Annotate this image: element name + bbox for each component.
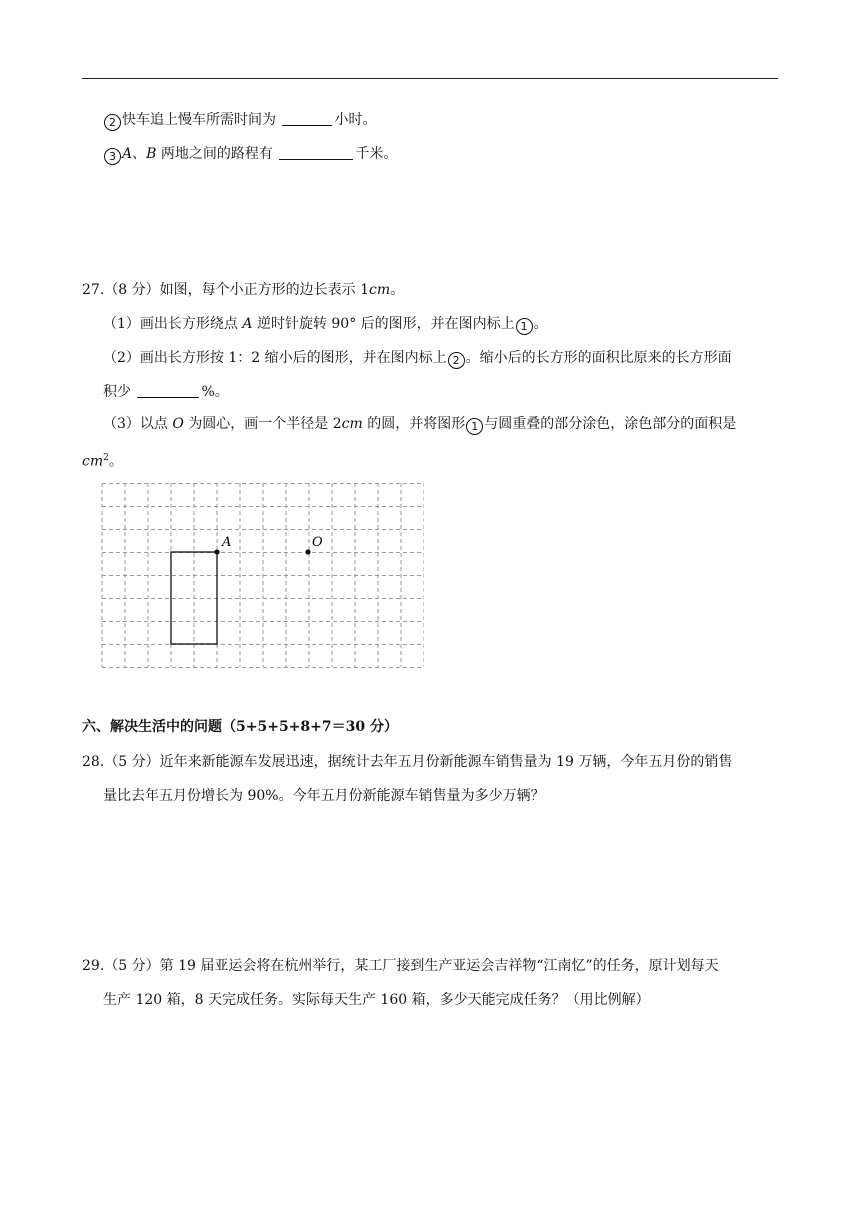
q29-line-1: 29.（5 分）第 19 届亚运会将在杭州举行，某工厂接到生产亚运会吉祥物“江南忆”的任务，原计划每天 bbox=[82, 958, 719, 974]
q26-part-3-text: 两地之间的路程有 bbox=[160, 146, 273, 162]
q27-p2-unit: %。 bbox=[201, 384, 229, 400]
var-o: O bbox=[172, 416, 184, 432]
unit-cm: cm bbox=[82, 453, 104, 470]
grid-lines bbox=[102, 483, 424, 668]
q27-p3-text-b: 为圆心，画一个半径是 2 bbox=[188, 416, 342, 432]
circled-number-3: 3 bbox=[104, 148, 121, 165]
q26-part-2-text: 快车追上慢车所需时间为 bbox=[122, 112, 276, 128]
q27-p3-text-c: 的圆，并将图形 bbox=[367, 416, 466, 432]
q27-p3-text-a: （3）以点 bbox=[103, 416, 168, 432]
answer-blank[interactable] bbox=[282, 111, 332, 126]
point-a-label: A bbox=[222, 535, 232, 550]
circled-number-2: 2 bbox=[104, 114, 121, 131]
answer-blank[interactable] bbox=[137, 383, 199, 398]
q27-p2-text-b: 。缩小后的长方形的面积比原来的长方形面 bbox=[465, 350, 732, 366]
header-rule bbox=[82, 78, 778, 79]
section-6-title: 六、解决生活中的问题（5+5+5+8+7＝30 分） bbox=[82, 719, 398, 735]
q28-line-2: 量比去年五月份增长为 90%。今年五月份新能源车销售量为多少万辆？ bbox=[103, 788, 545, 804]
circled-number-1: 1 bbox=[516, 318, 533, 335]
q29-line-2: 生产 120 箱，8 天完成任务。实际每天生产 160 箱，多少天能完成任务？（用比例解） bbox=[103, 992, 650, 1008]
q27-part-1 bbox=[103, 314, 548, 335]
var-a: A bbox=[122, 146, 133, 162]
circled-number-2: 2 bbox=[448, 352, 465, 369]
q27-p3-text-d: 与圆重叠的部分涂色，涂色部分的面积是 bbox=[484, 416, 737, 432]
grid-figure bbox=[100, 483, 424, 669]
superscript: 2 bbox=[103, 453, 109, 463]
var-a: A bbox=[242, 316, 253, 332]
q27-part-3 bbox=[103, 414, 736, 435]
q26-part-2 bbox=[103, 110, 376, 131]
q26-part-3-unit: 千米。 bbox=[355, 146, 398, 162]
q26-part-3 bbox=[103, 144, 397, 165]
q27-p1-end: 。 bbox=[533, 316, 548, 332]
q27-p2-text-c: 积少 bbox=[103, 384, 131, 400]
q27-head-text: 27.（8 分）如图，每个小正方形的边长表示 1 bbox=[82, 282, 369, 298]
q27-part-2 bbox=[103, 348, 732, 369]
q27-heading bbox=[82, 280, 404, 300]
q27-part-3-cont bbox=[82, 448, 123, 472]
separator: 、 bbox=[132, 146, 147, 162]
point-o-label: O bbox=[312, 535, 323, 550]
var-b: B bbox=[146, 146, 157, 162]
q27-head-end: 。 bbox=[390, 282, 405, 298]
unit-cm: cm bbox=[368, 282, 391, 298]
q26-part-2-unit: 小时。 bbox=[334, 112, 377, 128]
unit-cm: cm bbox=[341, 416, 363, 432]
q27-p1-text-a: （1）画出长方形绕点 bbox=[103, 316, 238, 332]
point-o-dot bbox=[305, 549, 310, 554]
q27-p1-text-b: 逆时针旋转 90° 后的图形，并在图内标上 bbox=[256, 316, 515, 332]
q27-p2-text-a: （2）画出长方形按 1：2 缩小后的图形，并在图内标上 bbox=[103, 350, 447, 366]
q27-p3-end: 。 bbox=[108, 453, 123, 470]
circled-number-1: 1 bbox=[466, 418, 483, 435]
answer-blank[interactable] bbox=[279, 145, 353, 160]
q28-line-1: 28.（5 分）近年来新能源车发展迅速，据统计去年五月份新能源车销售量为 19 万辆，今年五月份的销售 bbox=[82, 754, 733, 770]
point-a-dot bbox=[214, 549, 219, 554]
q27-part-2-cont bbox=[103, 382, 229, 402]
